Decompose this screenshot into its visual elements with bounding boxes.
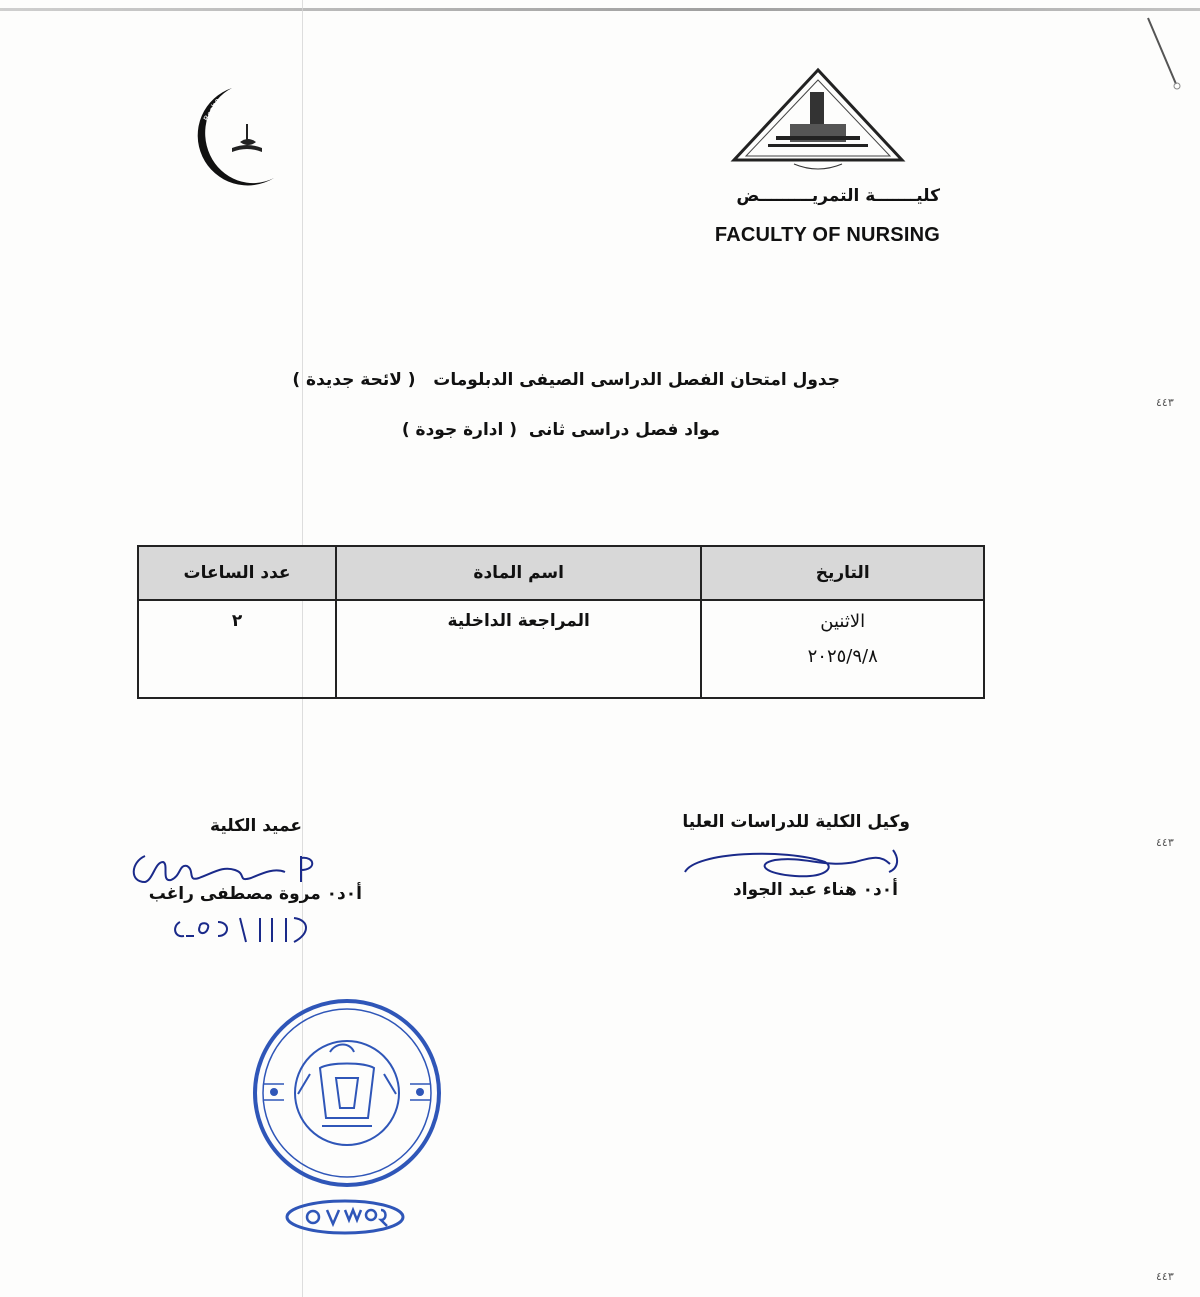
exam-schedule-table [137, 545, 985, 699]
margin-mark: ٤٤٣ [1156, 836, 1174, 849]
scan-edge [0, 8, 1200, 11]
header-date: التاريخ [701, 546, 984, 600]
schedule-subtitle: مواد فصل دراسى ثانى ( ادارة جودة ) [401, 420, 720, 440]
dean-handwritten-date [170, 912, 350, 946]
exam-date: ٢٠٢٥/٩/٨ [807, 646, 878, 667]
exam-day: الاثنين [820, 611, 866, 632]
schedule-title: جدول امتحان الفصل الدراسى الصيفى الدبلومات ( لائحة جديدة ) [292, 370, 840, 390]
margin-mark: ٤٤٣ [1156, 1270, 1174, 1283]
faculty-of-nursing-logo [170, 82, 290, 192]
corner-stroke-icon [1142, 14, 1182, 94]
table-row [138, 600, 984, 698]
cell-hours: ٢ [138, 600, 336, 698]
cell-subject: المراجعة الداخلية [336, 600, 701, 698]
faculty-name-arabic: كليـــــــة التمريـــــــــض [736, 186, 940, 206]
svg-text:Benha: Benha [201, 96, 223, 123]
vice-dean-name: أ٠د٠ هناء عبد الجواد [733, 880, 898, 900]
header-subject: اسم المادة [336, 546, 701, 600]
official-seal [250, 998, 445, 1188]
seal-number-badge [283, 1198, 407, 1236]
margin-mark: ٤٤٣ [1156, 396, 1174, 409]
benha-university-logo [728, 66, 908, 176]
vice-dean-title: وكيل الكلية للدراسات العليا [682, 812, 910, 832]
header-hours: عدد الساعات [138, 546, 336, 600]
table-header-row [138, 546, 984, 600]
dean-name: أ٠د٠ مروة مصطفى راغب [148, 884, 362, 904]
faculty-name-english: FACULTY OF NURSING [714, 224, 940, 246]
dean-title: عميد الكلية [210, 816, 302, 836]
cell-date [701, 600, 984, 698]
